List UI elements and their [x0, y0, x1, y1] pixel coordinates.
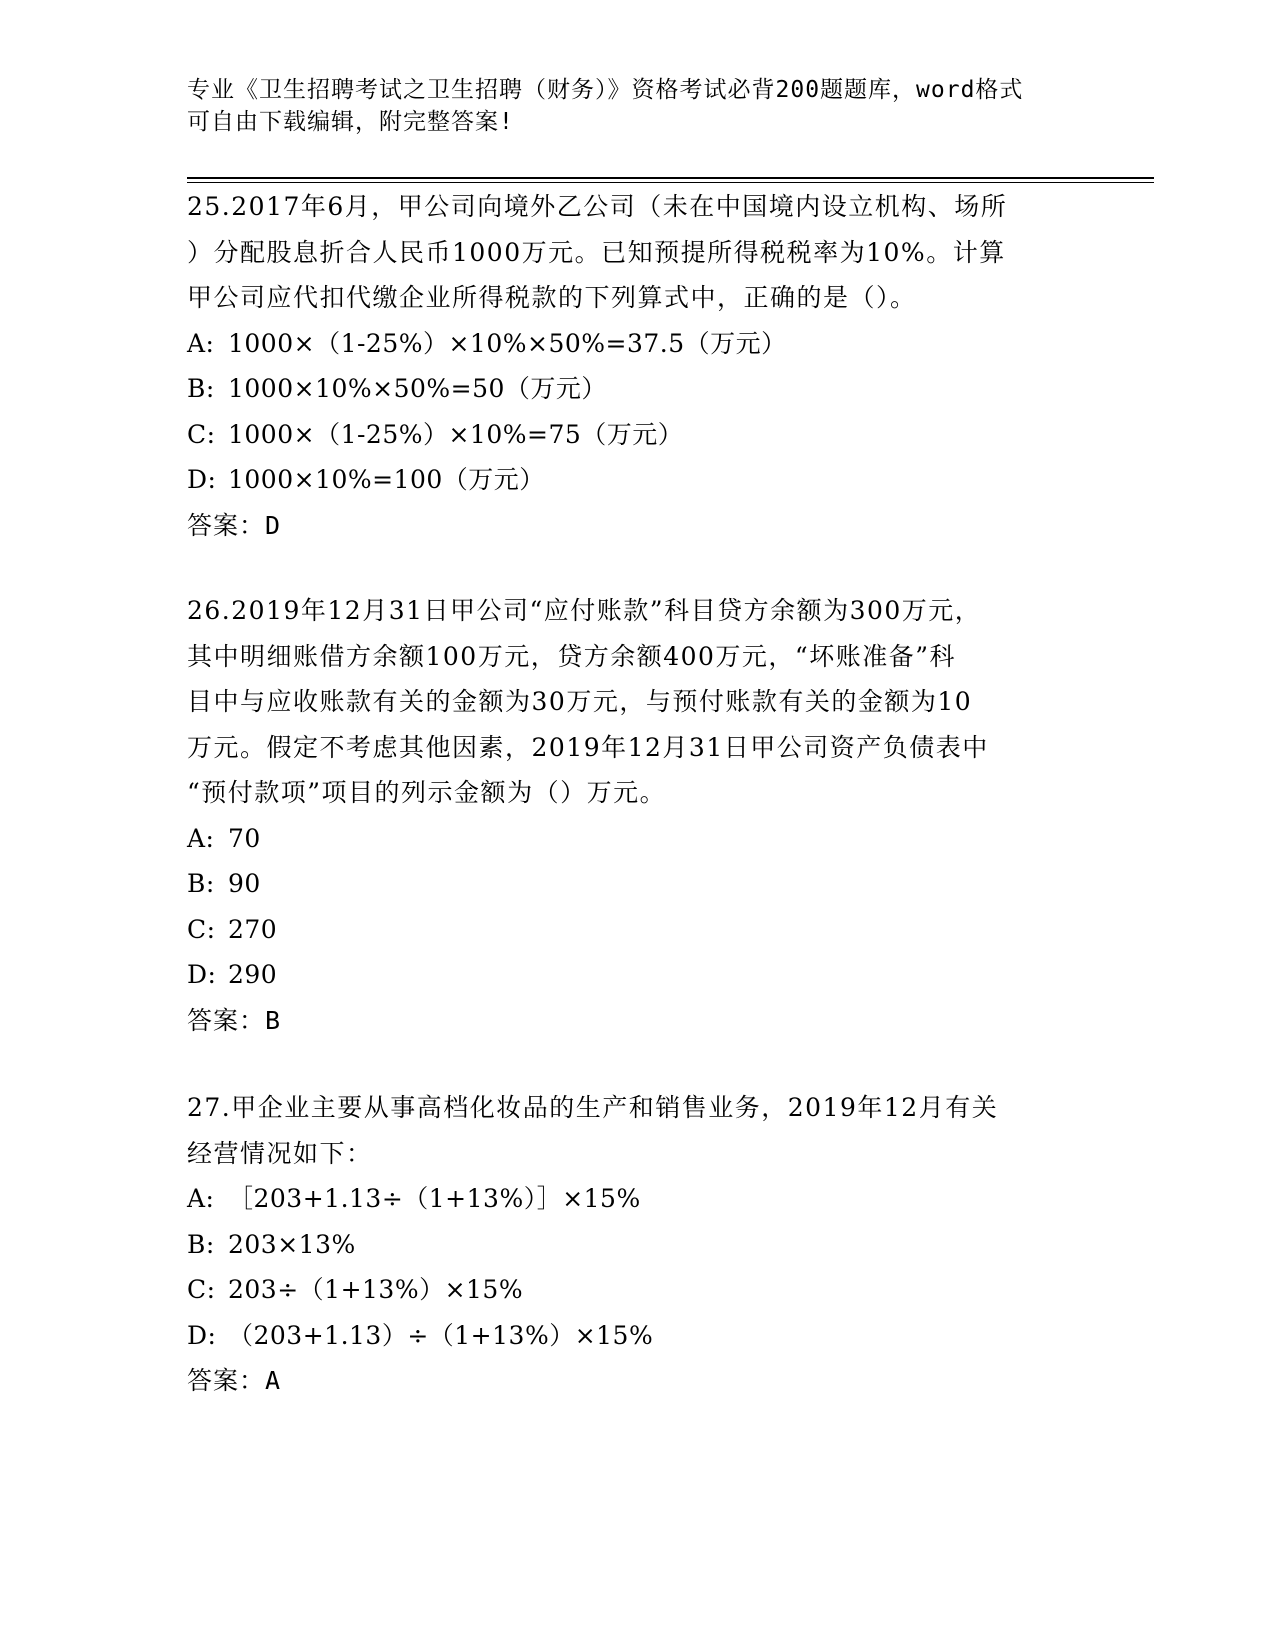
option-b: [187, 366, 1067, 412]
option-key: A:: [187, 823, 215, 853]
question-26: [187, 588, 1067, 1043]
option-d: [187, 952, 1067, 998]
option-text: 203×13%: [228, 1229, 356, 1259]
option-a: [187, 1176, 1067, 1222]
option-text: 1000×（1-25%）×10%=75（万元）: [228, 419, 684, 449]
option-text: 1000×10%×50%=50（万元）: [228, 374, 607, 403]
header-divider-thin: [187, 182, 1154, 183]
option-b: [187, 861, 1067, 907]
stem-line: 甲公司应代扣代缴企业所得税款的下列算式中，正确的是（）。: [187, 283, 917, 312]
option-d: [187, 457, 1067, 503]
option-c: [187, 1267, 1067, 1313]
option-text: 270: [228, 914, 278, 944]
stem-line: 经营情况如下：: [187, 1138, 373, 1168]
option-c: [187, 907, 1067, 953]
stem-line: ）分配股息折合人民币1000万元。已知预提所得税税率为10%。计算: [187, 237, 1006, 267]
option-text: 1000×10%=100（万元）: [228, 465, 545, 494]
option-key: D:: [187, 1320, 217, 1350]
header-line-1: 专业《卫生招聘考试之卫生招聘（财务）》资格考试必背200题题库，word格式: [187, 77, 1024, 103]
document-header: [187, 74, 1057, 138]
stem-line: 万元。假定不考虑其他因素，2019年12月31日甲公司资产负债表中: [187, 732, 989, 762]
stem-line: “预付款项”项目的列示金额为（）万元。: [187, 778, 667, 807]
option-text: 1000×（1-25%）×10%×50%=37.5（万元）: [228, 328, 787, 358]
option-key: B:: [187, 374, 215, 403]
option-key: C:: [187, 1275, 216, 1304]
option-b: [187, 1222, 1067, 1268]
answer-label: 答案：A: [187, 1366, 282, 1395]
question-27: [187, 1085, 1067, 1404]
question-stem: [187, 1085, 1067, 1176]
option-key: D:: [187, 465, 217, 494]
option-text: （203+1.13）÷（1+13%）×15%: [228, 1320, 654, 1350]
option-c: [187, 412, 1067, 458]
option-key: B:: [187, 1229, 215, 1259]
option-a: [187, 816, 1067, 862]
option-text: ［203+1.13÷（1+13%）］×15%: [228, 1184, 641, 1213]
option-key: C:: [187, 914, 216, 944]
header-line-2: 可自由下载编辑，附完整答案!: [187, 109, 514, 135]
stem-line: 26.2019年12月31日甲公司“应付账款”科目贷方余额为300万元，: [187, 596, 982, 625]
question-stem: [187, 184, 1067, 321]
stem-line: 25.2017年6月，甲公司向境外乙公司（未在中国境内设立机构、场所: [187, 192, 1008, 221]
answer-label: 答案：D: [187, 510, 282, 540]
stem-line: 目中与应收账款有关的金额为30万元，与预付账款有关的金额为10: [187, 687, 973, 716]
option-key: D:: [187, 960, 217, 989]
header-divider-thick: [187, 177, 1154, 179]
question-25: [187, 184, 1067, 548]
question-stem: [187, 588, 1067, 816]
option-key: A:: [187, 1184, 215, 1213]
option-d: [187, 1313, 1067, 1359]
stem-line: 其中明细账借方余额100万元，贷方余额400万元，“坏账准备”科: [187, 641, 956, 671]
option-a: [187, 321, 1067, 367]
option-key: A:: [187, 328, 215, 358]
option-text: 290: [228, 960, 278, 989]
option-key: C:: [187, 419, 216, 449]
answer-label: 答案：B: [187, 1005, 282, 1035]
option-text: 203÷（1+13%）×15%: [228, 1275, 524, 1304]
option-text: 90: [228, 869, 261, 898]
option-text: 70: [228, 823, 261, 853]
option-key: B:: [187, 869, 215, 898]
stem-line: 27.甲企业主要从事高档化妆品的生产和销售业务，2019年12月有关: [187, 1093, 999, 1122]
